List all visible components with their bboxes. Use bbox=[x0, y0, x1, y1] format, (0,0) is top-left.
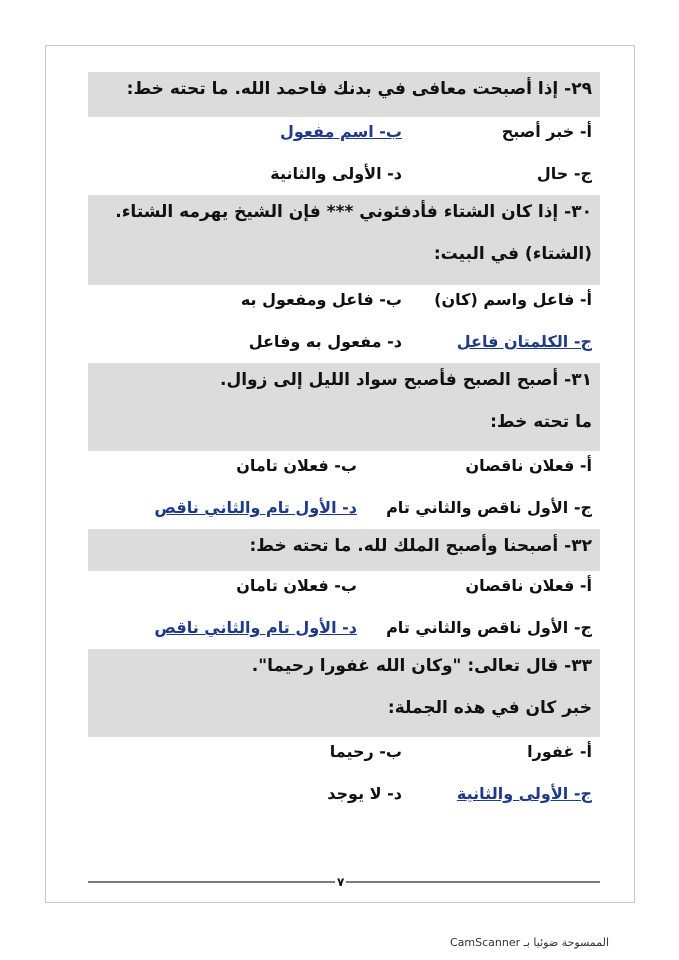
options-row bbox=[88, 329, 600, 355]
question-band bbox=[88, 529, 600, 571]
question-prompt: ٣٠- إذا كان الشتاء فأدفئوني *** فإن الشيخ يهرمه الشتاء. bbox=[115, 202, 592, 222]
page-number: ٧ bbox=[337, 875, 345, 889]
question-prompt-2: ما تحته خط: bbox=[490, 412, 592, 432]
options-row bbox=[88, 495, 600, 521]
question-prompt: ٢٩- إذا أصبحت معافى في بدنك فاحمد الله. ما تحته خط: bbox=[126, 79, 592, 99]
option-d: د- لا يوجد bbox=[327, 784, 402, 803]
options-row bbox=[88, 573, 600, 599]
option-a: أ- فعلان ناقصان bbox=[465, 456, 592, 475]
options-row bbox=[88, 119, 600, 145]
option-c: ج- حال bbox=[536, 164, 592, 183]
option-c: ج- الأول ناقص والثاني تام bbox=[386, 498, 592, 517]
options-row bbox=[88, 287, 600, 313]
option-b: ب- فعلان تامان bbox=[236, 576, 357, 595]
question-30 bbox=[88, 195, 600, 355]
question-32 bbox=[88, 529, 600, 641]
option-b: ب- رحيما bbox=[329, 742, 402, 761]
question-band bbox=[88, 72, 600, 117]
option-d: د- الأولى والثانية bbox=[270, 164, 402, 183]
options-row bbox=[88, 615, 600, 641]
option-b: ب- فعلان تامان bbox=[236, 456, 357, 475]
option-c: ج- الأول ناقص والثاني تام bbox=[386, 618, 592, 637]
worksheet bbox=[88, 72, 600, 807]
option-c-correct: ج- الأولى والثانية bbox=[456, 784, 592, 803]
options-row bbox=[88, 739, 600, 765]
question-prompt: ٣١- أصبح الصبح فأصبح سواد الليل إلى زوال. bbox=[220, 370, 592, 390]
option-b-correct: ب- اسم مفعول bbox=[280, 122, 402, 141]
question-prompt: ٣٣- قال تعالى: "وكان الله غفورا رحيما". bbox=[251, 656, 592, 676]
option-a: أ- غفورا bbox=[527, 742, 592, 761]
question-band bbox=[88, 649, 600, 737]
question-prompt: ٣٢- أصبحنا وأصبح الملك لله. ما تحته خط: bbox=[249, 536, 592, 556]
question-prompt-2: (الشتاء) في البيت: bbox=[433, 244, 592, 264]
option-d: د- مفعول به وفاعل bbox=[248, 332, 402, 351]
question-prompt-2: خبر كان في هذه الجملة: bbox=[387, 698, 592, 718]
question-33 bbox=[88, 649, 600, 807]
options-row bbox=[88, 781, 600, 807]
option-b: ب- فاعل ومفعول به bbox=[240, 290, 402, 309]
camscanner-label: الممسوحة ضوئيا بـ CamScanner bbox=[450, 936, 610, 949]
options-row bbox=[88, 453, 600, 479]
option-a: أ- فاعل واسم (كان) bbox=[434, 290, 592, 309]
option-a: أ- خبر أصبح bbox=[501, 122, 592, 141]
question-band bbox=[88, 195, 600, 285]
question-29 bbox=[88, 72, 600, 187]
options-row bbox=[88, 161, 600, 187]
option-d-correct: د- الأول تام والثاني ناقص bbox=[154, 618, 357, 637]
option-a: أ- فعلان ناقصان bbox=[465, 576, 592, 595]
option-c-correct: ج- الكلمتان فاعل bbox=[456, 332, 592, 351]
question-band bbox=[88, 363, 600, 451]
option-d-correct: د- الأول تام والثاني ناقص bbox=[154, 498, 357, 517]
question-31 bbox=[88, 363, 600, 521]
